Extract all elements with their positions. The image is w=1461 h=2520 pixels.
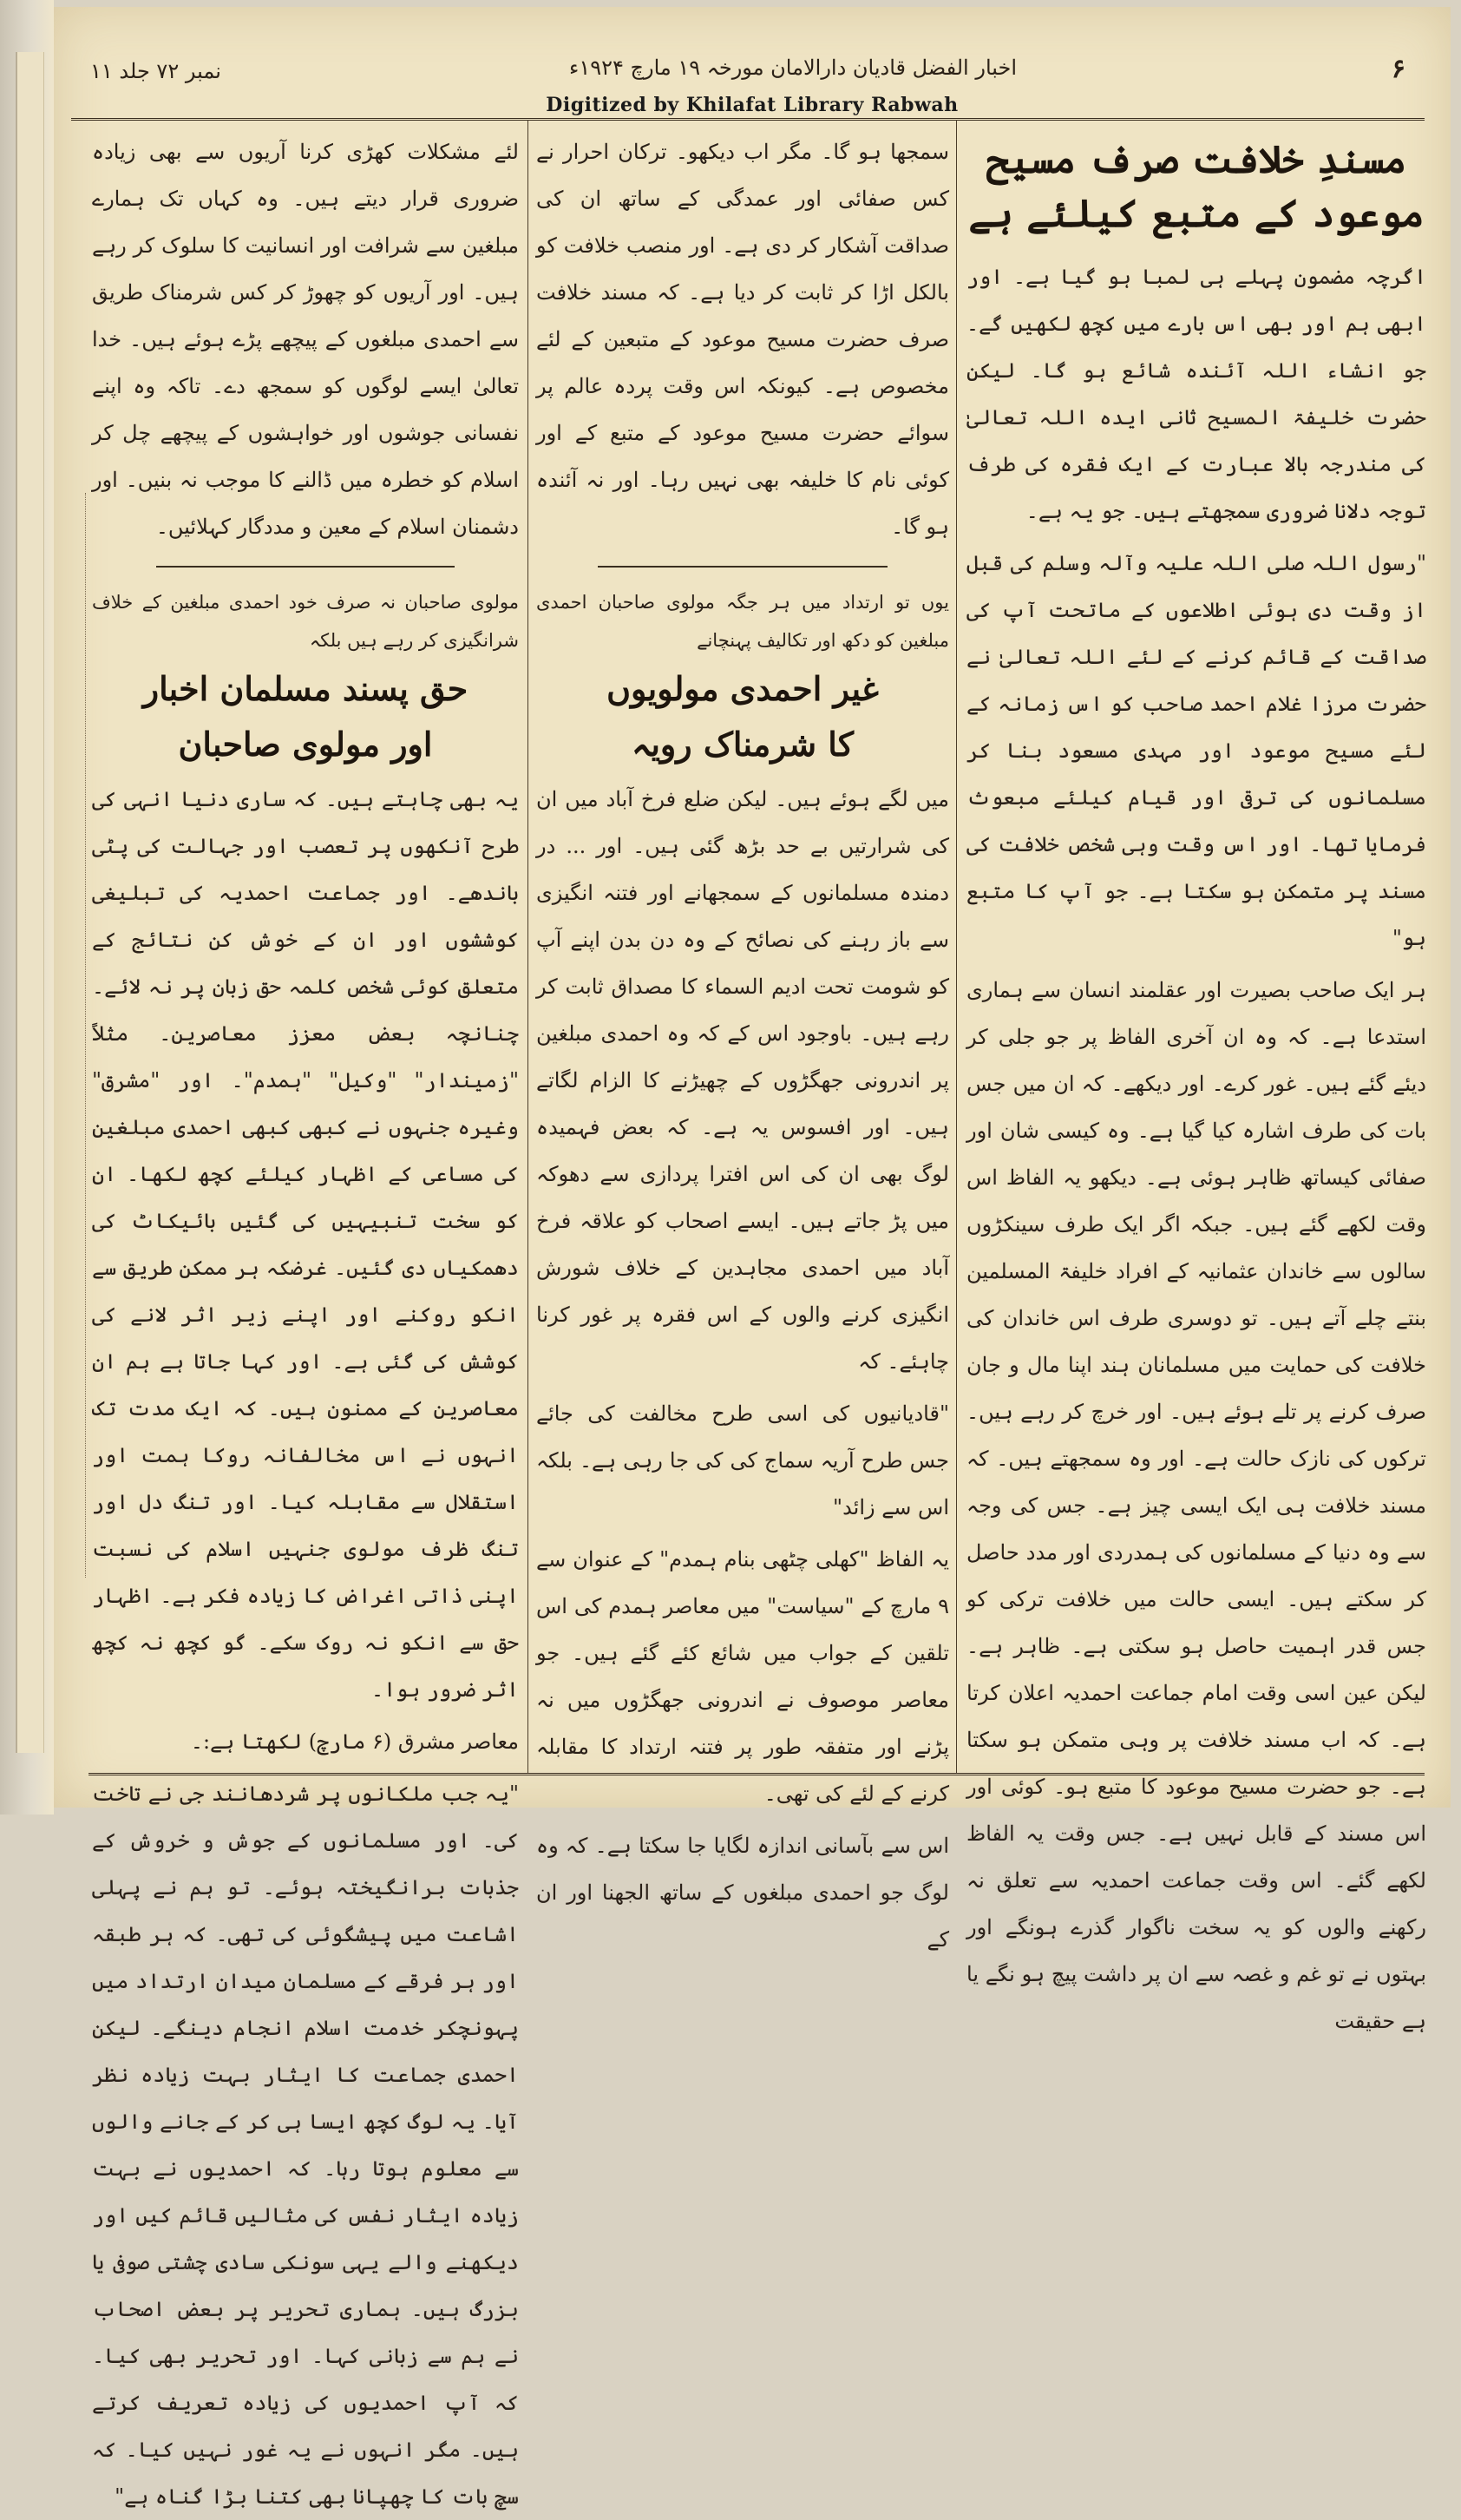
- column-divider-left: [527, 120, 528, 1773]
- quote-paragraph: "رسول اللہ صلی اللہ علیہ وآلہ وسلم کی قبل از وقت دی ہوئی اطلاعوں کے ماتحت آپ کی صداقت کے قائم کرنے کے لئے اللہ تعالیٰ نے حضرت مرزا غلام احمد صاحب کو اس زمانہ کے لئے مسیح موعود اور مہدی مسعود بنا کر مسلمانوں کی ترقی اور قیام کیلئے مبعوث فرمایا تھا۔ اور اس وقت وہی شخص خلافت کی مسند پر متمکن ہو سکتا ہے۔ جو آپ کا متبع ہو": [966, 551, 1426, 950]
- margin-handwriting: [61, 493, 86, 1578]
- paragraph: میں لگے ہوئے ہیں۔ لیکن ضلع فرخ آباد میں ان کی شرارتیں بے حد بڑھ گئی ہیں۔ اور ... در دمندہ مسلمانوں کے سمجھانے اور فتنہ انگیزی سے باز رہنے کی نصائح کے وہ دن بدن اپنے آپ کو شومت تحت ادیم السماء کا مصداق ثابت کر رہے ہیں۔ باوجود اس کے کہ وہ احمدی مبلغین پر اندرونی جھگڑوں کے چھیڑنے کا الزام لگاتے ہیں۔ اور افسوس یہ ہے۔ کہ بعض فہمیدہ لوگ بھی ان کی اس افترا پردازی سے دھوکہ میں پڑ جاتے ہیں۔ ایسے اصحاب کو علاقہ فرخ آباد میں احمدی مجاہدین کے خلاف شورش انگیزی کرنے والوں کے اس فقرہ پر غور کرنا چاہئے۔ کہ: [536, 787, 949, 1374]
- column-middle: [536, 128, 949, 1952]
- header-rule: [71, 118, 1425, 121]
- masthead: اخبار الفضل قادیان دارالامان مورخہ ۱۹ مارچ ۱۹۲۴ء: [569, 56, 1017, 80]
- digitized-watermark: Digitized by Khilafat Library Rabwah: [546, 94, 959, 116]
- column-left: [92, 128, 519, 2509]
- section-separator: [156, 566, 455, 568]
- section-separator: [598, 566, 887, 568]
- column-right: [966, 128, 1427, 2033]
- article-title: مسندِ خلافت صرف مسیح موعود کے متبع کیلئے ہے: [968, 138, 1425, 236]
- scan-edge-left: [0, 0, 54, 1815]
- paragraph: ہر ایک صاحب بصیرت اور عقلمند انسان سے ہماری استدعا ہے۔ کہ وہ ان آخری الفاظ پر جو جلی کر دیئے گئے ہیں۔ غور کرے۔ اور دیکھے۔ کہ ان میں جس بات کی طرف اشارہ کیا گیا ہے۔ وہ کیسی شان اور صفائی کیساتھ ظاہر ہوئی ہے۔ دیکھو یہ الفاظ اس وقت لکھے گئے ہیں۔ جبکہ اگر ایک طرف سینکڑوں سالوں سے خاندان عثمانیہ کے افراد خلیفۃ المسلمین بنتے چلے آتے ہیں۔ تو دوسری طرف اس خاندان کی خلافت کی حمایت میں مسلمانان ہند اپنا مال و جان صرف کرنے پر تلے ہوئے ہیں۔ اور خرچ کر رہے ہیں۔ ترکوں کی نازک حالت ہے۔ اور وہ سمجھتے ہیں۔ کہ مسند خلافت ہی ایک ایسی چیز ہے۔ جس کی وجہ سے وہ دنیا کے مسلمانوں کی ہمدردی اور مدد حاصل کر سکتے ہیں۔ ایسی حالت میں خلافت ترکی کو جس قدر اہمیت حاصل ہو سکتی ہے۔ ظاہر ہے۔ لیکن عین اسی وقت امام جماعت احمدیہ اعلان کرتا ہے۔ کہ اب مسند خلافت پر وہی متمکن ہو سکتا ہے۔ جو حضرت مسیح موعود کا متبع ہو۔ کوئی اور اس مسند کے قابل نہیں ہے۔ جس وقت یہ الفاظ لکھے گئے۔ اس وقت جماعت احمدیہ سے تعلق نہ رکھنے والوں کو یہ سخت ناگوار گذرے ہونگے اور بہتوں نے تو غم و غصہ سے ان پر داشت پیچ ہو نگے یا ہے حقیقت: [966, 978, 1427, 2033]
- page-header: [71, 42, 1425, 94]
- inline-note: یوں تو ارتداد میں ہر جگہ مولوی صاحبان احمدی مبلغین کو دکھ اور تکالیف پہنچانے: [536, 592, 949, 651]
- paragraph: یہ الفاظ "کھلی چٹھی بنام ہمدم" کے عنوان سے ۹ مارچ کے "سیاست" میں معاصر ہمدم کی اس تلقین کے جواب میں شائع کئے گئے ہیں۔ جو معاصر موصوف نے اندرونی جھگڑوں میں نہ پڑنے اور متفقہ طور پر فتنہ ارتداد کا مقابلہ کرنے کے لئے کی تھی۔: [536, 1547, 949, 1806]
- paragraph: سمجھا ہو گا۔ مگر اب دیکھو۔ ترکان احرار نے کس صفائی اور عمدگی کے ساتھ ان کی صداقت آشکار کر دی ہے۔ اور منصب خلافت کو بالکل اڑا کر ثابت کر دیا ہے۔ کہ مسند خلافت صرف حضرت مسیح موعود کے متبعین کے لئے مخصوص ہے۔ کیونکہ اس وقت پردہ عالم پر سوائے حضرت مسیح موعود کے متبع کے اور کوئی نام کا خلیفہ بھی نہیں رہا۔ اور نہ آئندہ ہو گا۔: [536, 140, 949, 539]
- quote-paragraph: "قادیانیوں کی اسی طرح مخالفت کی جائے جس طرح آریہ سماج کی کی جا رہی ہے۔ بلکہ اس سے زائد": [536, 1401, 949, 1519]
- column-divider-right: [956, 120, 957, 1773]
- paragraph: معاصر مشرق (۶ مارچ) لکھتا ہے:۔: [190, 1729, 519, 1754]
- article-subtitle: اور مولوی صاحبان: [178, 725, 433, 764]
- page-number: ۶: [1391, 54, 1405, 84]
- inline-note: مولوی صاحبان نہ صرف خود احمدی مبلغین کے خلاف شرانگیزی کر رہے ہیں بلکہ: [92, 592, 519, 651]
- binding-strip: [16, 52, 44, 1753]
- footer-rule: [88, 1773, 1425, 1775]
- quote-paragraph: "یہ جب ملکانوں پر شردھانند جی نے تاخت کی۔ اور مسلمانوں کے جوش و خروش کے جذبات برانگیختہ ہوئے۔ تو ہم نے پہلی اشاعت میں پیشگوئی کی تھی۔ کہ ہر طبقہ اور ہر فرقے کے مسلمان میدان ارتداد میں پہونچکر خدمت اسلام انجام دینگے۔ لیکن احمدی جماعت کا ایثار بہت زیادہ نظر آیا۔ یہ لوگ کچھ ایسا ہی کر کے جانے والوں سے معلوم ہوتا رہا۔ کہ احمدیوں نے بہت زیادہ ایثار نفس کی مثالیں قائم کیں اور دیکھنے والے یہی سونکی سادی چشتی صوفی یا بزرگ ہیں۔ ہماری تحریر پر بعض اصحاب نے ہم سے زبانی کہا۔ اور تحریر بھی کیا۔ کہ آپ احمدیوں کی زیادہ تعریف کرتے ہیں۔ مگر انہوں نے یہ غور نہیں کیا۔ کہ سچ بات کا چھپانا بھی کتنا بڑا گناہ ہے": [92, 1782, 519, 2509]
- paragraph: اس سے بآسانی اندازہ لگایا جا سکتا ہے۔ کہ وہ لوگ جو احمدی مبلغوں کے ساتھ الجھنا اور ان کے: [536, 1834, 949, 1952]
- paragraph: اگرچہ مضمون پہلے ہی لمبا ہو گیا ہے۔ اور ابھی ہم اور بھی اس بارے میں کچھ لکھیں گے۔ جو انشاء اللہ آئندہ شائع ہو گا۔ لیکن حضرت خلیفۃ المسیح ثانی ایدہ اللہ تعالیٰ کی مندرجہ بالا عبارت کے ایک فقرہ کی طرف توجہ دلانا ضروری سمجھتے ہیں۔ جو یہ ہے۔: [966, 265, 1426, 523]
- article-title: حق پسند مسلمان اخبار: [142, 669, 468, 708]
- article-title: غیر احمدی مولویوں: [606, 669, 879, 708]
- article-subtitle: کا شرمناک رویہ: [632, 725, 854, 764]
- paragraph: لئے مشکلات کھڑی کرنا آریوں سے بھی زیادہ ضروری قرار دیتے ہیں۔ وہ کہاں تک ہمارے مبلغین سے شرافت اور انسانیت کا سلوک کر رہے ہیں۔ اور آریوں کو چھوڑ کر کس شرمناک طریق سے احمدی مبلغوں کے پیچھے پڑے ہوئے ہیں۔ خدا تعالیٰ ایسے لوگوں کو سمجھ دے۔ تاکہ وہ اپنے نفسانی جوشوں اور خواہشوں کے پیچھے چل کر اسلام کو خطرہ میں ڈالنے کا موجب نہ بنیں۔ اور دشمنان اسلام کے معین و مددگار کہلائیں۔: [92, 140, 519, 539]
- issue-number: نمبر ۷۲ جلد ۱۱: [90, 59, 221, 83]
- newspaper-page: [54, 7, 1451, 2509]
- paragraph: یہ بھی چاہتے ہیں۔ کہ ساری دنیا انہی کی طرح آنکھوں پر تعصب اور جہالت کی پٹی باندھے۔ اور جماعت احمدیہ کی تبلیغی کوششوں اور ان کے خوش کن نتائج کے متعلق کوئی شخص کلمہ حق زبان پر نہ لائے۔ چنانچہ بعض معزز معاصرین۔ مثلاً "زمیندار" "وکیل" "ہمدم"۔ اور "مشرق" وغیرہ جنہوں نے کبھی کبھی احمدی مبلغین کی مساعی کے اظہار کیلئے کچھ لکھا۔ ان کو سخت تنبیہیں کی گئیں بائیکاٹ کی دھمکیاں دی گئیں۔ غرضکہ ہر ممکن طریق سے انکو روکنے اور اپنے زیر اثر لانے کی کوشش کی گئی ہے۔ اور کہا جاتا ہے ہم ان معاصرین کے ممنون ہیں۔ کہ ایک مدت تک انہوں نے اس مخالفانہ روکا ہمت اور استقلال سے مقابلہ کیا۔ اور تنگ دل اور تنگ ظرف مولوی جنہیں اسلام کی نسبت اپنی ذاتی اغراض کا زیادہ فکر ہے۔ اظہار حق سے انکو نہ روک سکے۔ گو کچھ نہ کچھ اثر ضرور ہوا۔: [92, 787, 519, 1702]
